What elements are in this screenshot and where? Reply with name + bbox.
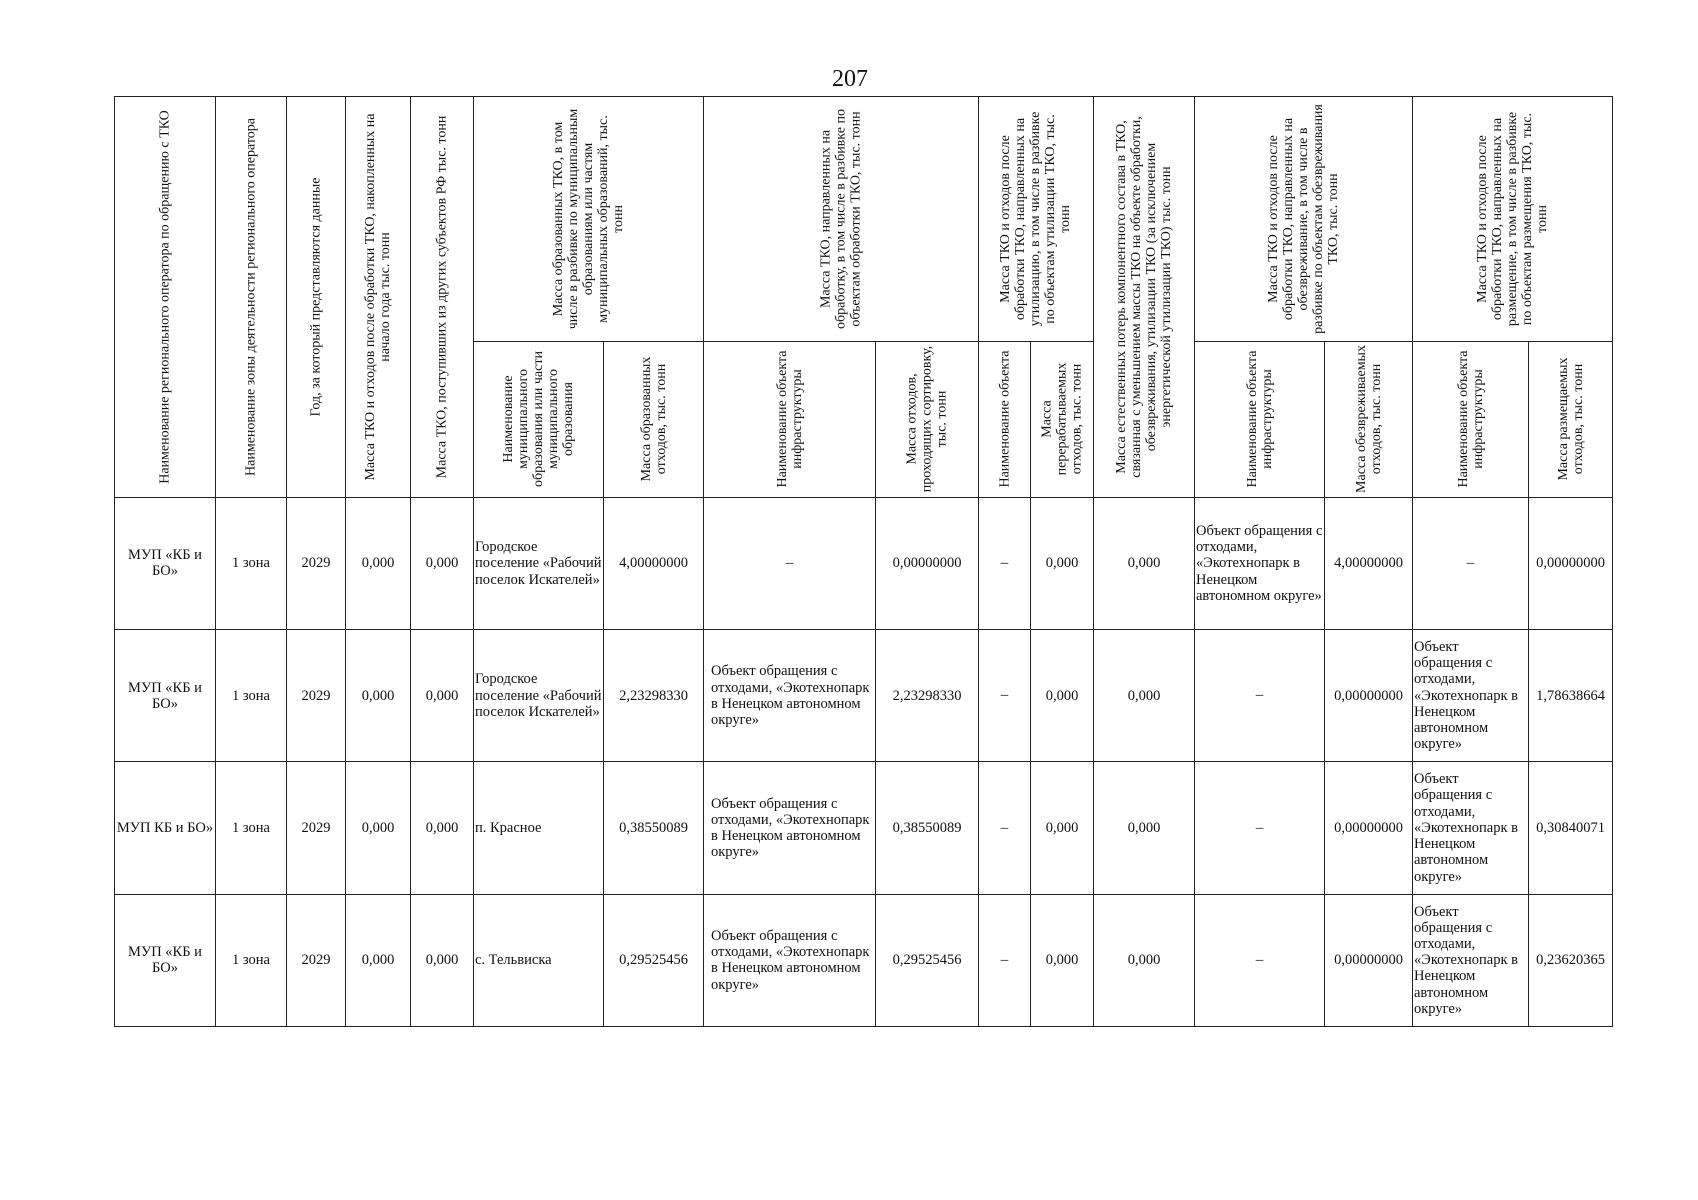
cell-utilization-object: –: [979, 762, 1031, 894]
cell-zone: 1 зона: [216, 630, 287, 762]
cell-zone: 1 зона: [216, 894, 287, 1026]
cell-placement-mass: 0,00000000: [1529, 497, 1613, 629]
cell-municipality: Городское поселение «Рабочий поселок Искателей»: [474, 630, 604, 762]
cell-neutralization-object: –: [1195, 630, 1325, 762]
cell-accumulated: 0,000: [346, 630, 411, 762]
header-processing-group: Масса ТКО, направленных на обработку, в том числе в разбивке по объектам обработки ТКО, тыс. тонн: [704, 97, 979, 342]
cell-utilization-mass: 0,000: [1031, 762, 1094, 894]
cell-zone: 1 зона: [216, 497, 287, 629]
cell-placement-mass: 0,30840071: [1529, 762, 1613, 894]
header-operator: Наименование регионального оператора по обращению с ТКО: [115, 97, 216, 498]
page-number: 207: [832, 66, 868, 92]
cell-utilization-object: –: [979, 630, 1031, 762]
cell-losses: 0,000: [1094, 762, 1195, 894]
header-placement-group: Масса ТКО и отходов после обработки ТКО, направленных на размещение, в том числе в разбивке по объектам размещения ТКО, тыс. тонн: [1413, 97, 1613, 342]
header-generated-name: Наименование муниципального образования или части муниципального образования: [474, 341, 604, 497]
waste-data-table: [114, 96, 1613, 1027]
header-neutralization-mass: Масса обезвреживаемых отходов, тыс. тонн: [1325, 341, 1413, 497]
cell-generated-mass: 0,29525456: [604, 894, 704, 1026]
table-row: [115, 894, 1613, 1026]
header-utilization-name: Наименование объекта: [979, 341, 1031, 497]
cell-operator: МУП «КБ и БО»: [115, 497, 216, 629]
cell-processing-mass: 0,38550089: [876, 762, 979, 894]
cell-neutralization-object: Объект обращения с отходами, «Экотехнопарк в Ненецком автономном округе»: [1195, 497, 1325, 629]
cell-neutralization-mass: 0,00000000: [1325, 762, 1413, 894]
cell-municipality: Городское поселение «Рабочий поселок Искателей»: [474, 497, 604, 629]
cell-processing-mass: 2,23298330: [876, 630, 979, 762]
cell-processing-object: Объект обращения с отходами, «Экотехнопарк в Ненецком автономном округе»: [704, 630, 876, 762]
cell-losses: 0,000: [1094, 894, 1195, 1026]
table-row: [115, 497, 1613, 629]
header-neutralization-group: Масса ТКО и отходов после обработки ТКО, направленных на обезвреживание, в том числе в разбивке по объектам обезвреживания ТКО, тыс. тонн: [1195, 97, 1413, 342]
cell-utilization-object: –: [979, 894, 1031, 1026]
cell-placement-mass: 0,23620365: [1529, 894, 1613, 1026]
cell-utilization-mass: 0,000: [1031, 630, 1094, 762]
table-row: [115, 762, 1613, 894]
header-year: Год, за который представляются данные: [287, 97, 346, 498]
cell-operator: МУП «КБ и БО»: [115, 630, 216, 762]
cell-operator: МУП КБ и БО»: [115, 762, 216, 894]
cell-neutralization-mass: 0,00000000: [1325, 630, 1413, 762]
cell-year: 2029: [287, 630, 346, 762]
cell-losses: 0,000: [1094, 497, 1195, 629]
cell-processing-object: –: [704, 497, 876, 629]
header-placement-mass: Масса размещаемых отходов, тыс. тонн: [1529, 341, 1613, 497]
header-generated-group: Масса образованных ТКО, в том числе в разбивке по муниципальным образованиям или частям муниципальных образований, тыс. тонн: [474, 97, 704, 342]
cell-placement-object: Объект обращения с отходами, «Экотехнопарк в Ненецком автономном округе»: [1413, 762, 1529, 894]
cell-placement-mass: 1,78638664: [1529, 630, 1613, 762]
cell-processing-object: Объект обращения с отходами, «Экотехнопарк в Ненецком автономном округе»: [704, 894, 876, 1026]
cell-utilization-mass: 0,000: [1031, 497, 1094, 629]
cell-placement-object: Объект обращения с отходами, «Экотехнопарк в Ненецком автономном округе»: [1413, 894, 1529, 1026]
cell-placement-object: –: [1413, 497, 1529, 629]
cell-year: 2029: [287, 762, 346, 894]
cell-neutralization-mass: 4,00000000: [1325, 497, 1413, 629]
table-row: [115, 630, 1613, 762]
cell-received: 0,000: [411, 630, 474, 762]
cell-received: 0,000: [411, 497, 474, 629]
cell-accumulated: 0,000: [346, 762, 411, 894]
cell-utilization-mass: 0,000: [1031, 894, 1094, 1026]
cell-accumulated: 0,000: [346, 894, 411, 1026]
cell-year: 2029: [287, 497, 346, 629]
cell-received: 0,000: [411, 762, 474, 894]
header-processing-mass: Масса отходов, проходящих сортировку, тыс. тонн: [876, 341, 979, 497]
cell-neutralization-object: –: [1195, 762, 1325, 894]
cell-neutralization-mass: 0,00000000: [1325, 894, 1413, 1026]
cell-accumulated: 0,000: [346, 497, 411, 629]
header-processing-name: Наименование объекта инфраструктуры: [704, 341, 876, 497]
cell-utilization-object: –: [979, 497, 1031, 629]
cell-neutralization-object: –: [1195, 894, 1325, 1026]
cell-received: 0,000: [411, 894, 474, 1026]
cell-processing-mass: 0,00000000: [876, 497, 979, 629]
cell-losses: 0,000: [1094, 630, 1195, 762]
cell-placement-object: Объект обращения с отходами, «Экотехнопарк в Ненецком автономном округе»: [1413, 630, 1529, 762]
cell-year: 2029: [287, 894, 346, 1026]
header-neutralization-name: Наименование объекта инфраструктуры: [1195, 341, 1325, 497]
cell-processing-mass: 0,29525456: [876, 894, 979, 1026]
header-placement-name: Наименование объекта инфраструктуры: [1413, 341, 1529, 497]
cell-generated-mass: 0,38550089: [604, 762, 704, 894]
header-utilization-mass: Масса перерабатываемых отходов, тыс. тонн: [1031, 341, 1094, 497]
cell-generated-mass: 2,23298330: [604, 630, 704, 762]
header-received: Масса ТКО, поступивших из других субъектов РФ тыс. тонн: [411, 97, 474, 498]
header-generated-mass: Масса образованных отходов, тыс. тонн: [604, 341, 704, 497]
header-row-top: [115, 97, 1613, 342]
header-accumulated: Масса ТКО и отходов после обработки ТКО, накопленных на начало года тыс. тонн: [346, 97, 411, 498]
cell-municipality: с. Тельвиска: [474, 894, 604, 1026]
header-losses: Масса естественных потерь компонентного состава в ТКО, связанная с уменьшением массы ТКО на объекте обработки, обезвреживания, утилизации ТКО (за исключением энергетической утилизации ТКО) тыс. тонн: [1094, 97, 1195, 498]
cell-zone: 1 зона: [216, 762, 287, 894]
header-utilization-group: Масса ТКО и отходов после обработки ТКО, направленных на утилизацию, в том числе в разбивке по объектам утилизации ТКО, тыс. тонн: [979, 97, 1094, 342]
cell-municipality: п. Красное: [474, 762, 604, 894]
cell-processing-object: Объект обращения с отходами, «Экотехнопарк в Ненецком автономном округе»: [704, 762, 876, 894]
header-zone: Наименование зоны деятельности регионального оператора: [216, 97, 287, 498]
cell-generated-mass: 4,00000000: [604, 497, 704, 629]
cell-operator: МУП «КБ и БО»: [115, 894, 216, 1026]
